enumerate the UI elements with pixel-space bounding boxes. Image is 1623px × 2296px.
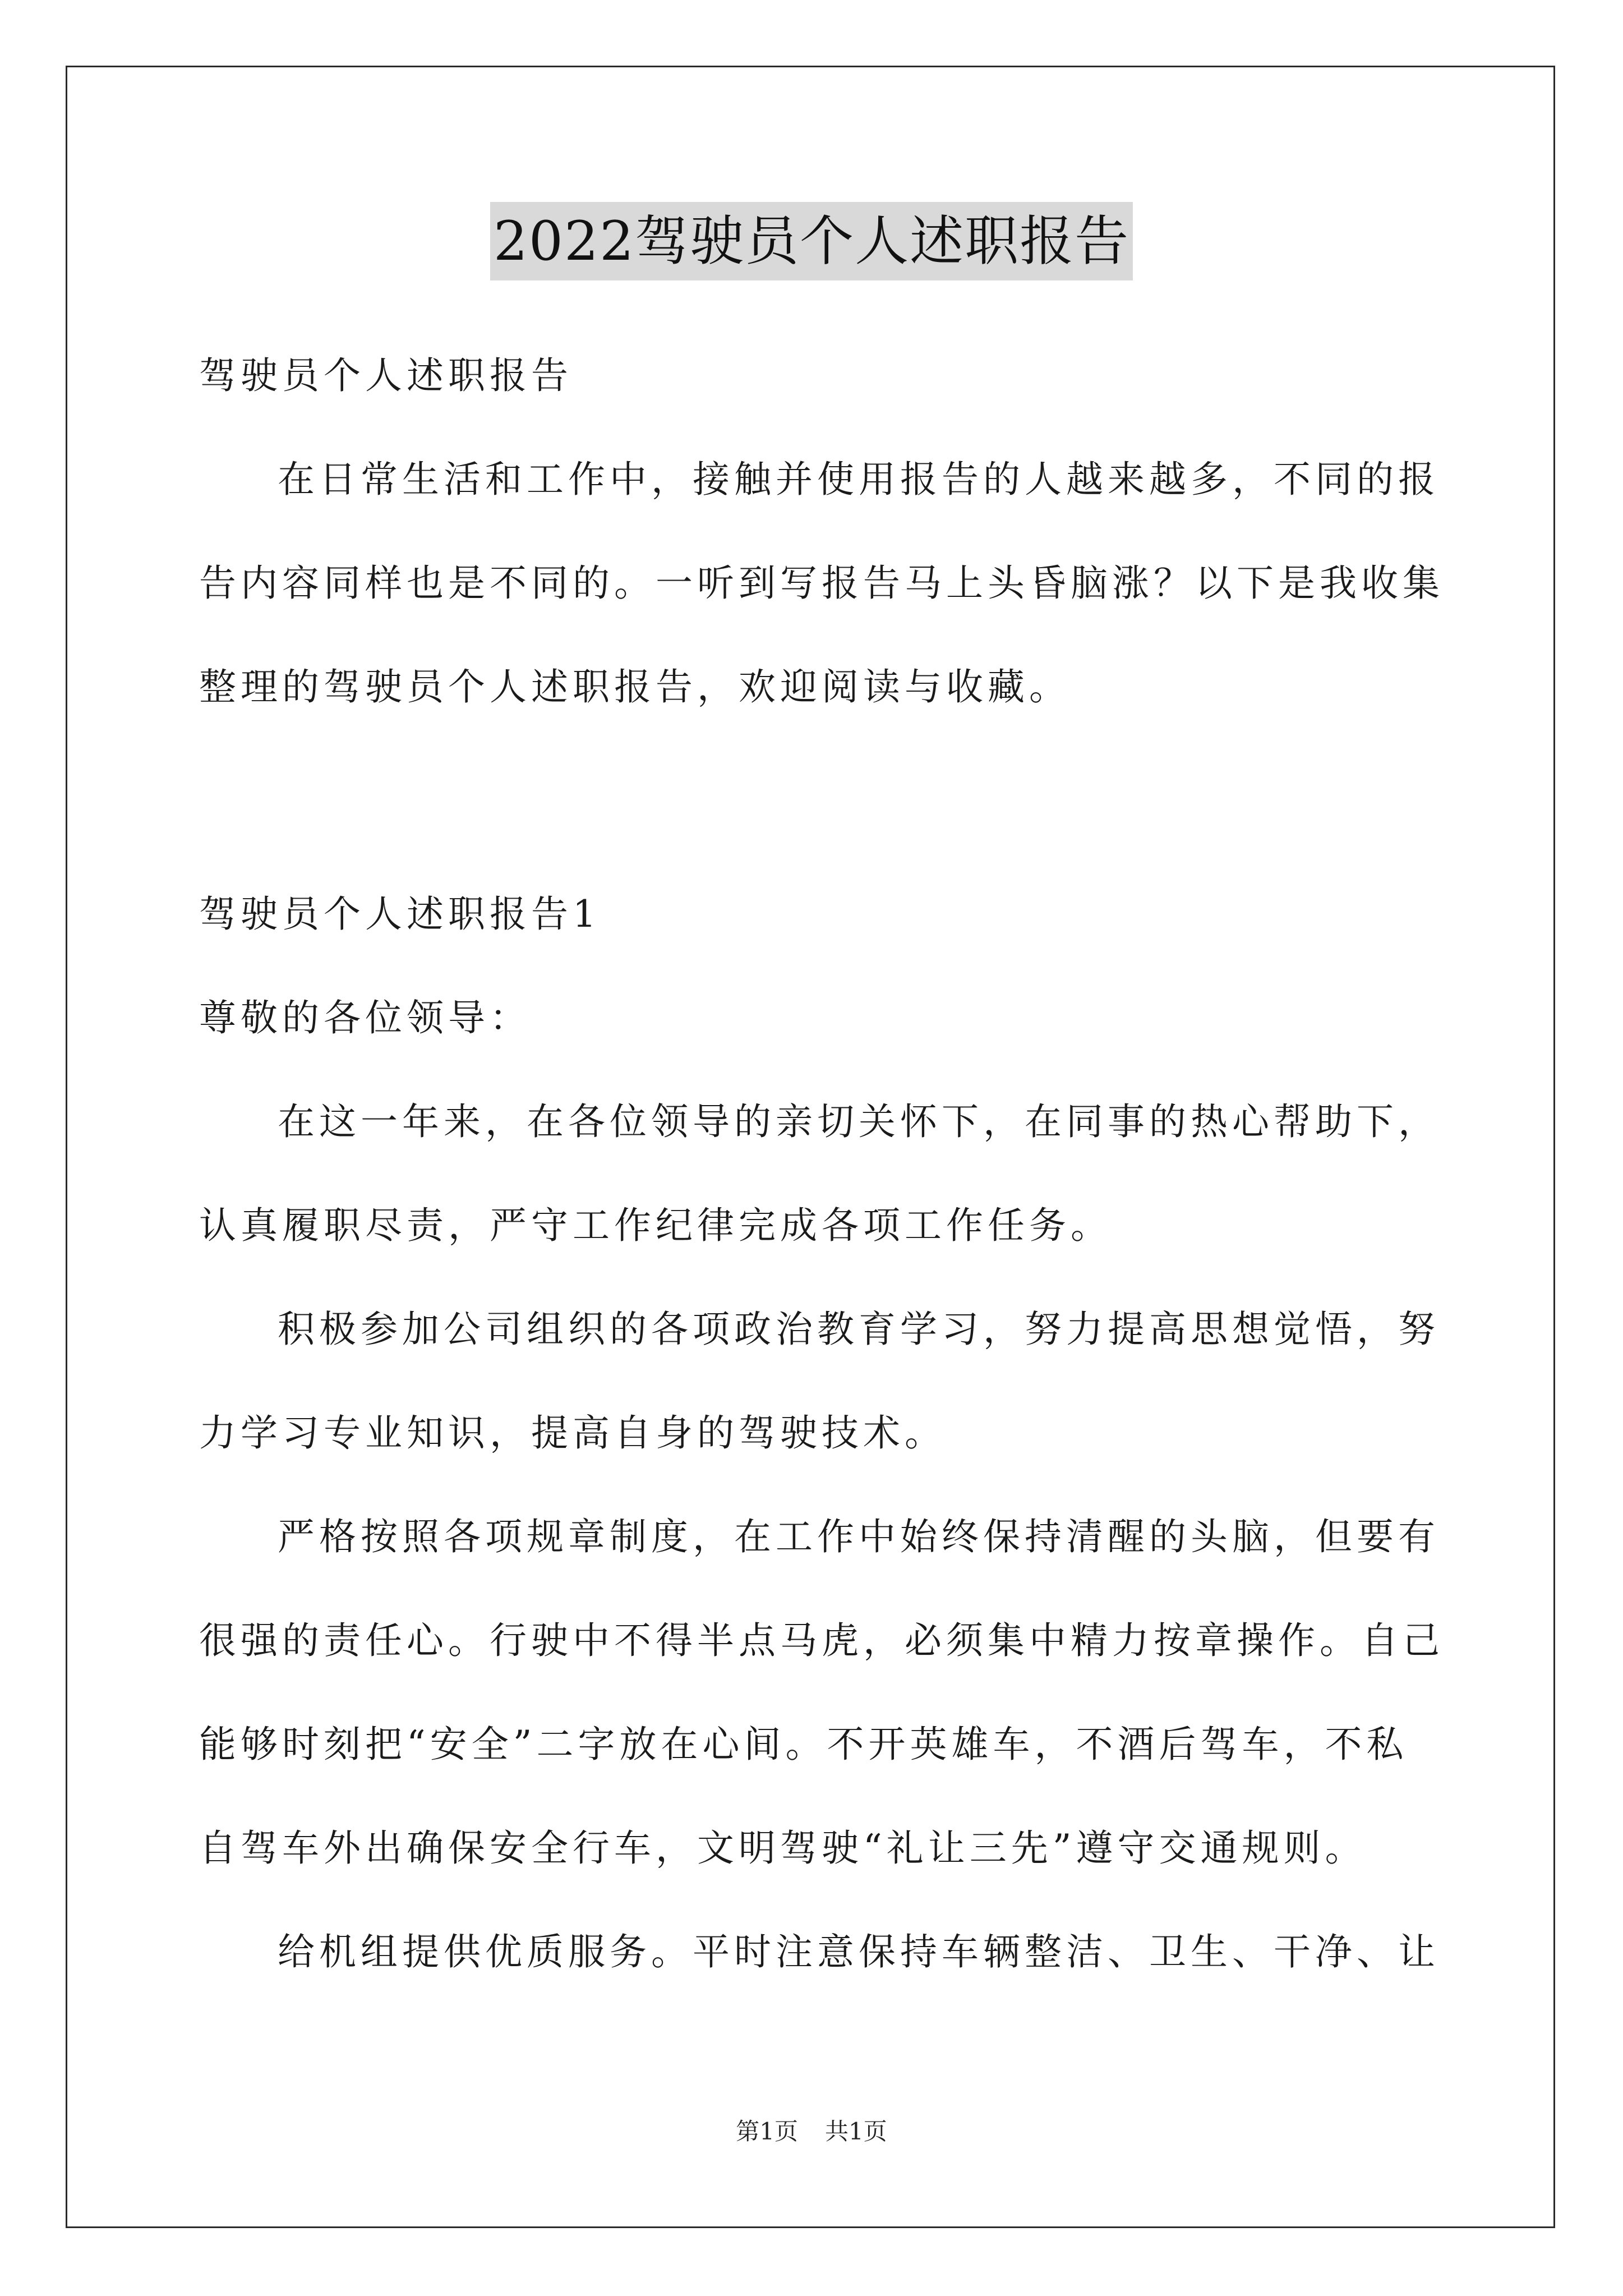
paragraph-3-line-3: 能够时刻把“安全”二字放在心间。不开英雄车，不酒后驾车，不私 [199, 1723, 1408, 1766]
paragraph-3-line-2: 很强的责任心。行驶中不得半点马虎，必须集中精力按章操作。自己 [199, 1619, 1444, 1662]
section-heading: 驾驶员个人述职报告 [199, 354, 573, 397]
paragraph-4-line-1: 给机组提供优质服务。平时注意保持车辆整洁、卫生、干净、让 [278, 1930, 1440, 1973]
report-heading: 驾驶员个人述职报告1 [199, 892, 601, 936]
page-footer [0, 2115, 1623, 2148]
paragraph-3-line-4: 自驾车外出确保安全行车，文明驾驶“礼让三先”遵守交通规则。 [199, 1826, 1367, 1870]
paragraph-2-line-1: 积极参加公司组织的各项政治教育学习，努力提高思想觉悟，努 [278, 1308, 1440, 1351]
page-total: 共1页 [825, 2118, 887, 2145]
paragraph-3-line-1: 严格按照各项规章制度，在工作中始终保持清醒的头脑，但要有 [278, 1515, 1440, 1558]
salutation: 尊敬的各位领导： [199, 996, 531, 1039]
paragraph-1-line-2: 认真履职尽责，严守工作纪律完成各项工作任务。 [199, 1204, 1112, 1247]
document-title: 2022驾驶员个人述职报告 [490, 202, 1133, 280]
paragraph-2-line-2: 力学习专业知识，提高自身的驾驶技术。 [199, 1411, 946, 1455]
page-number: 第1页 [736, 2118, 798, 2145]
paragraph-1-line-1: 在这一年来，在各位领导的亲切关怀下，在同事的热心帮助下， [278, 1100, 1440, 1143]
intro-line-2: 告内容同样也是不同的。一听到写报告马上头昏脑涨？以下是我收集 [199, 562, 1444, 605]
intro-line-3: 整理的驾驶员个人述职报告，欢迎阅读与收藏。 [199, 665, 1071, 708]
intro-line-1: 在日常生活和工作中，接触并使用报告的人越来越多，不同的报 [278, 458, 1440, 501]
title-container [0, 202, 1623, 280]
